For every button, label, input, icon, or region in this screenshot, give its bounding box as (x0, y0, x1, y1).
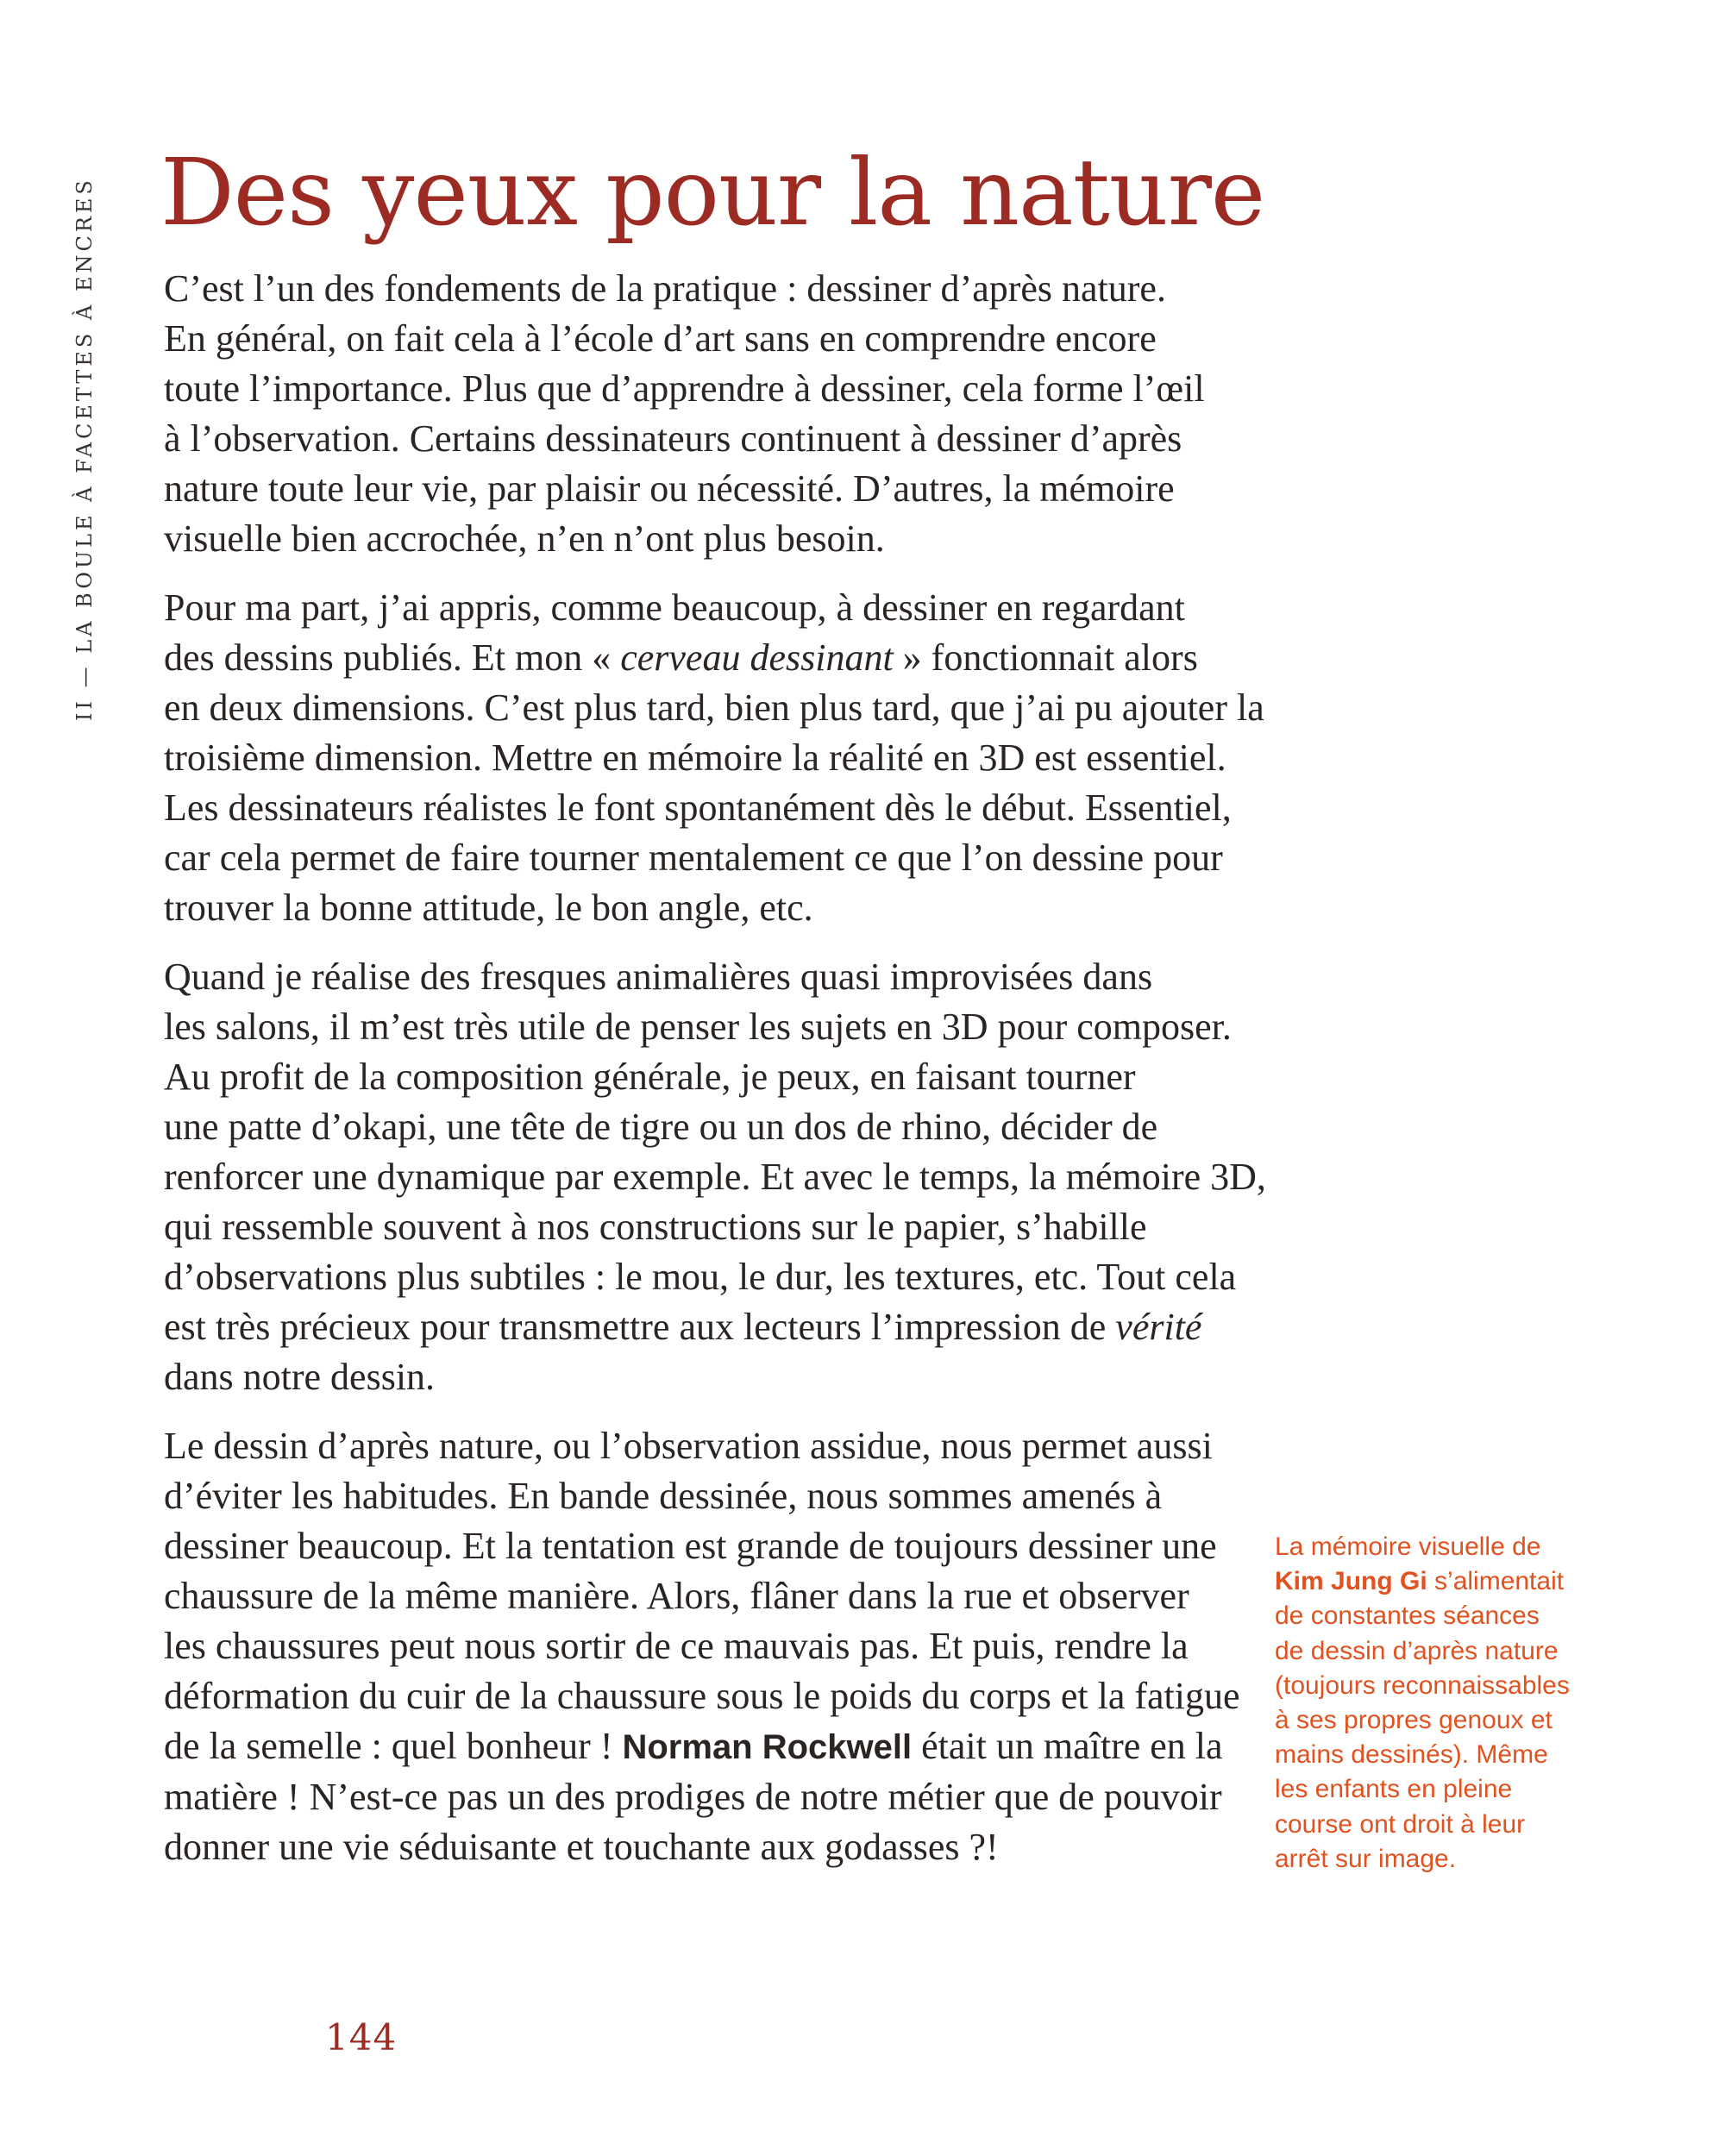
text-line: les salons, il m’est très utile de penser les sujets en 3D pour composer. (164, 1006, 1232, 1048)
text-line: qui ressemble souvent à nos constructions sur le papier, s’habille (164, 1206, 1147, 1248)
text-line: troisième dimension. Mettre en mémoire la réalité en 3D est essentiel. (164, 736, 1226, 779)
text-line: visuelle bien accrochée, n’en n’ont plus besoin. (164, 517, 885, 560)
caption-line: arrêt sur image. (1275, 1844, 1457, 1873)
caption-line (1275, 1564, 1585, 1599)
text-line: dans notre dessin. (164, 1356, 436, 1398)
text-segment: de la semelle : quel bonheur ! (164, 1725, 623, 1767)
caption-line: les enfants en pleine (1275, 1775, 1513, 1804)
text-line: d’observations plus subtiles : le mou, le dur, les textures, etc. Tout cela (164, 1256, 1237, 1298)
text-line (164, 1302, 1276, 1352)
caption-line: à ses propres genoux et (1275, 1706, 1552, 1735)
text-line: dessiner beaucoup. Et la tentation est grande de toujours dessiner une (164, 1525, 1217, 1567)
page-title: Des yeux pour la nature (160, 140, 1265, 247)
paragraph-1 (164, 264, 1276, 564)
bold-name: Norman Rockwell (622, 1728, 913, 1766)
text-line: matière ! N’est-ce pas un des prodiges de notre métier que de pouvoir (164, 1776, 1222, 1818)
text-line: Pour ma part, j’ai appris, comme beaucoup, à dessiner en regardant (164, 586, 1185, 629)
text-line: C’est l’un des fondements de la pratique : dessiner d’après nature. (164, 267, 1166, 310)
text-line: une patte d’okapi, une tête de tigre ou un dos de rhino, décider de (164, 1106, 1158, 1148)
page-number: 144 (325, 2016, 398, 2059)
text-line: d’éviter les habitudes. En bande dessinée, nous sommes amenés à (164, 1475, 1163, 1517)
text-line: toute l’importance. Plus que d’apprendre à dessiner, cela forme l’œil (164, 367, 1205, 410)
text-line: déformation du cuir de la chaussure sous le poids du corps et la fatigue (164, 1675, 1240, 1717)
text-line: en deux dimensions. C’est plus tard, bien plus tard, que j’ai pu ajouter la (164, 686, 1264, 729)
caption-line: de dessin d’après nature (1275, 1636, 1559, 1665)
text-line: En général, on fait cela à l’école d’art sans en comprendre encore (164, 317, 1157, 360)
text-line: Quand je réalise des fresques animalières quasi improvisées dans (164, 956, 1153, 998)
text-line: car cela permet de faire tourner mentalement ce que l’on dessine pour (164, 837, 1223, 879)
text-segment: était un maître en la (912, 1725, 1223, 1767)
text-line: trouver la bonne attitude, le bon angle, etc. (164, 887, 813, 929)
caption-segment: s’alimentait (1427, 1567, 1565, 1596)
caption-line: (toujours reconnaissables (1275, 1670, 1570, 1700)
text-line (164, 1721, 1276, 1772)
text-line: Le dessin d’après nature, ou l’observation assidue, nous permet aussi (164, 1425, 1213, 1467)
running-head: II — LA BOULE À FACETTES À ENCRES (72, 177, 97, 721)
caption-line: La mémoire visuelle de (1275, 1532, 1541, 1561)
paragraph-2 (164, 583, 1276, 933)
text-line: Les dessinateurs réalistes le font spontanément dès le début. Essentiel, (164, 787, 1232, 829)
caption-bold-name: Kim Jung Gi (1275, 1567, 1427, 1596)
text-segment: des dessins publiés. Et mon « (164, 636, 621, 679)
paragraph-3 (164, 952, 1276, 1402)
italic-phrase: cerveau dessinant (620, 636, 894, 679)
text-segment: » fonctionnait alors (893, 636, 1198, 679)
text-line (164, 633, 1276, 683)
caption-line: de constantes séances (1275, 1601, 1540, 1631)
caption-line: mains dessinés). Même (1275, 1740, 1548, 1770)
text-line: donner une vie séduisante et touchante aux godasses ?! (164, 1826, 999, 1868)
text-line: chaussure de la même manière. Alors, flâner dans la rue et observer (164, 1575, 1189, 1617)
text-segment: est très précieux pour transmettre aux lecteurs l’impression de (164, 1306, 1116, 1348)
caption-line: course ont droit à leur (1275, 1809, 1526, 1839)
text-line: à l’observation. Certains dessinateurs continuent à dessiner d’après (164, 417, 1182, 460)
text-line: renforcer une dynamique par exemple. Et avec le temps, la mémoire 3D, (164, 1156, 1266, 1198)
text-line: nature toute leur vie, par plaisir ou nécessité. D’autres, la mémoire (164, 467, 1175, 510)
text-line: les chaussures peut nous sortir de ce mauvais pas. Et puis, rendre la (164, 1625, 1189, 1667)
italic-phrase: vérité (1115, 1306, 1202, 1348)
body-text (164, 264, 1276, 1891)
text-line: Au profit de la composition générale, je peux, en faisant tourner (164, 1056, 1136, 1098)
paragraph-4 (164, 1421, 1276, 1872)
side-caption (1275, 1530, 1585, 1877)
